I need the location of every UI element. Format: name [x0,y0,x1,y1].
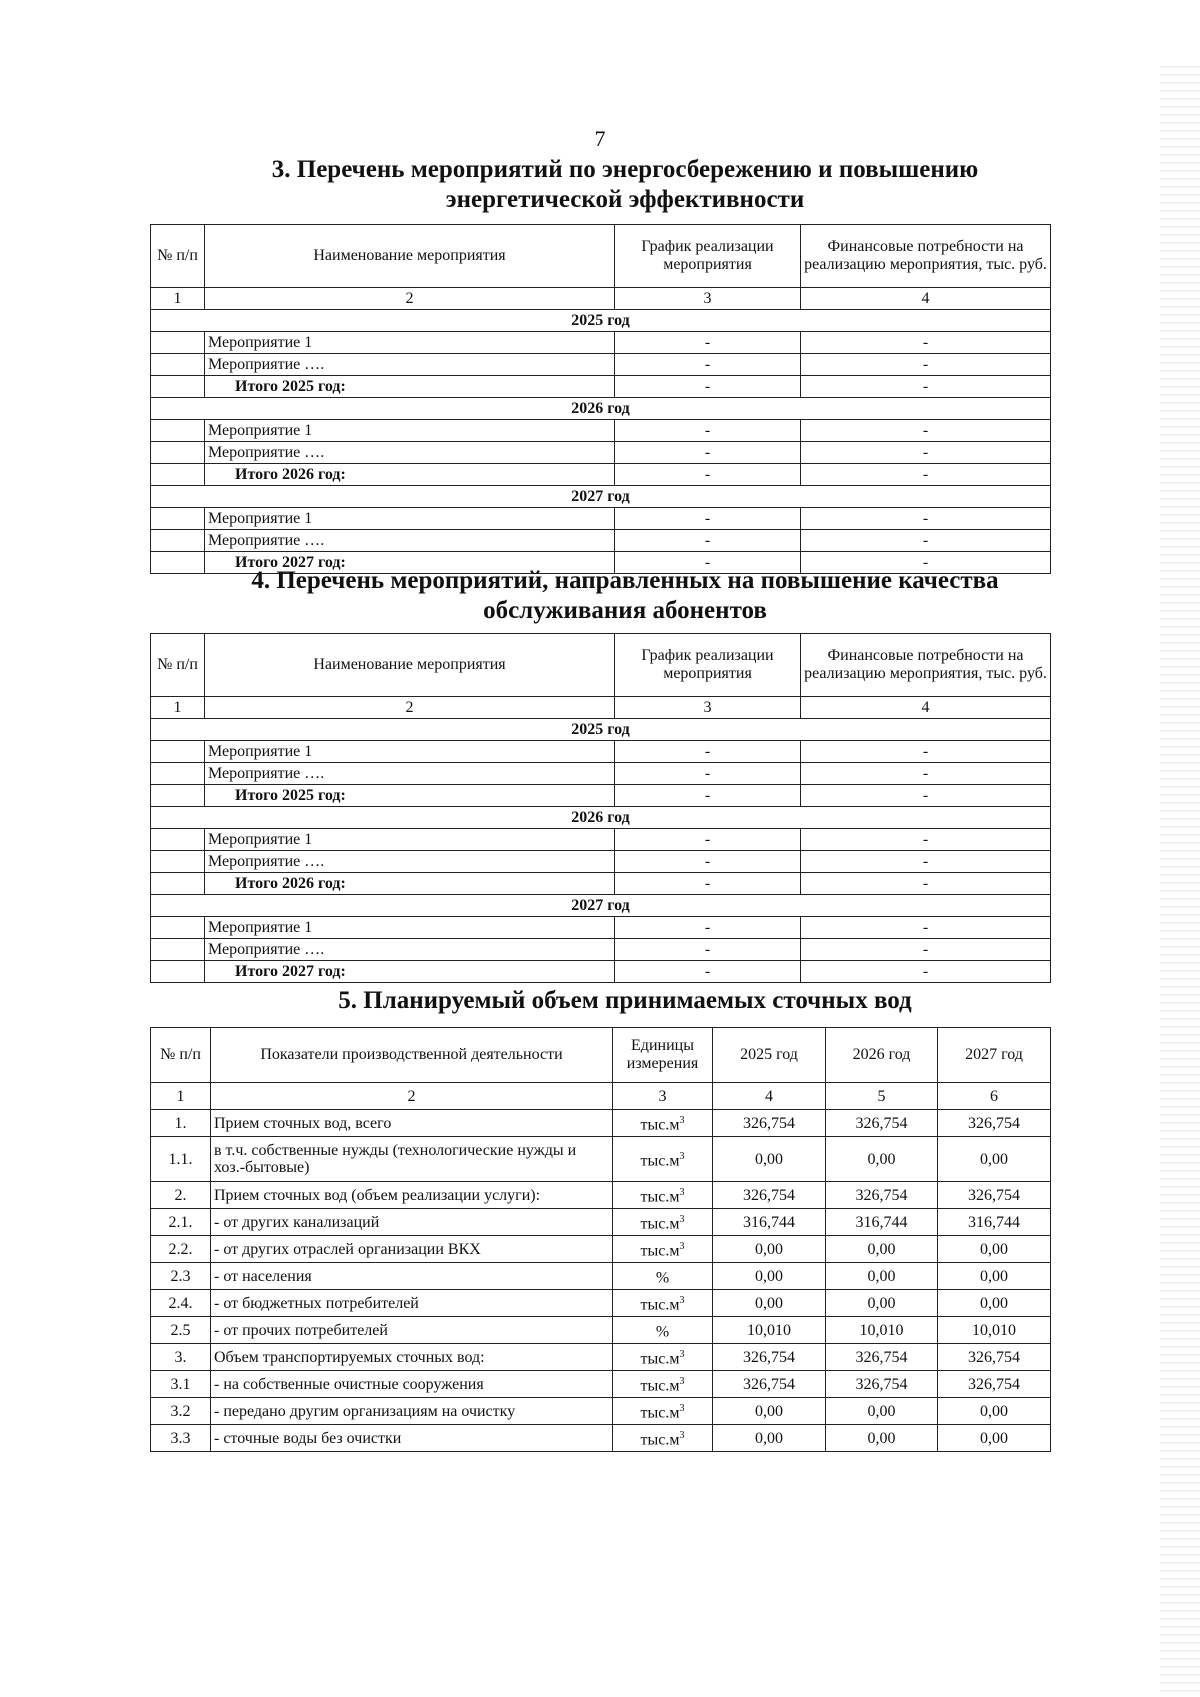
col-number: 4 [801,288,1051,310]
column-numbers-row [151,288,1051,310]
value-2026: 0,00 [826,1137,938,1182]
table-row [151,1290,1051,1317]
schedule-cell: - [615,332,801,354]
section-4-title-line1: 4. Перечень мероприятий, направленных на повышение качества [251,567,999,594]
unit-exponent: 3 [679,1187,685,1199]
year-row [151,807,1051,829]
col-number: 5 [826,1083,938,1110]
value-2026: 326,754 [826,1182,938,1209]
table-row [151,939,1051,961]
header-num: № п/п [151,1028,211,1083]
finance-cell: - [801,530,1051,552]
total-row [151,873,1051,895]
item-name: Мероприятие 1 [205,332,615,354]
col-number: 3 [613,1083,713,1110]
schedule-cell: - [615,873,801,895]
value-2026: 10,010 [826,1317,938,1344]
total-row [151,961,1051,983]
unit-cell [613,1371,713,1398]
finance-cell: - [801,508,1051,530]
col-number: 3 [615,288,801,310]
unit-cell [613,1398,713,1425]
indicator-name: Прием сточных вод (объем реализации услуги): [211,1182,613,1209]
schedule-cell: - [615,464,801,486]
schedule-cell: - [615,354,801,376]
row-num: 2.5 [151,1317,211,1344]
item-name: Мероприятие 1 [205,917,615,939]
unit-text: тыс.м [640,1431,680,1449]
item-name: Мероприятие …. [205,442,615,464]
value-2027: 326,754 [938,1182,1051,1209]
unit-exponent: 3 [679,1349,685,1361]
table-row [151,508,1051,530]
header-num: № п/п [151,634,205,697]
value-2025: 326,754 [713,1371,826,1398]
item-name: Мероприятие …. [205,763,615,785]
schedule-cell: - [615,851,801,873]
value-2026: 326,754 [826,1110,938,1137]
finance-cell: - [801,464,1051,486]
value-2026: 316,744 [826,1209,938,1236]
unit-cell [613,1317,713,1344]
table-header-row [151,1028,1051,1083]
value-2027: 0,00 [938,1290,1051,1317]
value-2026: 0,00 [826,1290,938,1317]
header-schedule: График реализации мероприятия [615,225,801,288]
indicator-name: - от населения [211,1263,613,1290]
col-number: 4 [801,697,1051,719]
total-label: Итого 2027 год: [205,552,615,574]
unit-text: тыс.м [640,1242,680,1260]
item-name: Мероприятие …. [205,851,615,873]
value-2027: 326,754 [938,1371,1051,1398]
row-num: 1. [151,1110,211,1137]
row-num: 2.4. [151,1290,211,1317]
finance-cell: - [801,741,1051,763]
unit-cell [613,1344,713,1371]
year-label: 2027 год [151,895,1051,917]
finance-cell: - [801,851,1051,873]
table-row [151,1263,1051,1290]
col-number: 1 [151,697,205,719]
item-name: Мероприятие …. [205,939,615,961]
row-num: 2.1. [151,1209,211,1236]
value-2025: 0,00 [713,1263,826,1290]
col-number: 3 [615,697,801,719]
page-number: 7 [594,126,606,151]
header-name: Наименование мероприятия [205,634,615,697]
unit-exponent: 3 [679,1295,685,1307]
item-name: Мероприятие 1 [205,741,615,763]
value-2026: 0,00 [826,1236,938,1263]
table-row [151,1137,1051,1182]
finance-cell: - [801,376,1051,398]
header-schedule: График реализации мероприятия [615,634,801,697]
row-num: 3.1 [151,1371,211,1398]
row-num: 2.2. [151,1236,211,1263]
total-label: Итого 2026 год: [205,464,615,486]
schedule-cell: - [615,420,801,442]
indicator-name: - передано другим организациям на очистку [211,1398,613,1425]
unit-cell [613,1137,713,1182]
year-label: 2025 год [151,310,1051,332]
item-name: Мероприятие 1 [205,829,615,851]
value-2025: 326,754 [713,1344,826,1371]
finance-cell: - [801,332,1051,354]
unit-text: % [655,1269,670,1287]
item-name: Мероприятие …. [205,354,615,376]
finance-cell: - [801,829,1051,851]
unit-cell [613,1236,713,1263]
finance-cell: - [801,420,1051,442]
indicator-name: в т.ч. собственные нужды (технологические нужды и хоз.-бытовые) [211,1137,613,1182]
value-2025: 0,00 [713,1236,826,1263]
table-row [151,851,1051,873]
schedule-cell: - [615,961,801,983]
schedule-cell: - [615,829,801,851]
section-4-title [150,566,1100,626]
value-2025: 0,00 [713,1290,826,1317]
finance-cell: - [801,354,1051,376]
table-row [151,829,1051,851]
indicator-name: - от бюджетных потребителей [211,1290,613,1317]
schedule-cell: - [615,763,801,785]
header-name: Наименование мероприятия [205,225,615,288]
col-number: 4 [713,1083,826,1110]
total-label: Итого 2027 год: [205,961,615,983]
section-5-title [150,986,1100,1016]
finance-cell: - [801,917,1051,939]
value-2025: 0,00 [713,1398,826,1425]
col-number: 6 [938,1083,1051,1110]
section-3-table [150,224,1051,574]
unit-exponent: 3 [679,1115,685,1127]
unit-exponent: 3 [679,1241,685,1253]
unit-text: тыс.м [640,1215,680,1233]
row-num: 1.1. [151,1137,211,1182]
value-2027: 0,00 [938,1425,1051,1452]
indicator-name: Прием сточных вод, всего [211,1110,613,1137]
table-row [151,1317,1051,1344]
finance-cell: - [801,763,1051,785]
total-label: Итого 2026 год: [205,873,615,895]
row-num: 3. [151,1344,211,1371]
row-num: 3.3 [151,1425,211,1452]
finance-cell: - [801,961,1051,983]
schedule-cell: - [615,508,801,530]
value-2025: 326,754 [713,1110,826,1137]
schedule-cell: - [615,785,801,807]
year-label: 2026 год [151,398,1051,420]
section-3-title [150,155,1100,215]
header-num: № п/п [151,225,205,288]
year-row [151,895,1051,917]
indicator-name: - на собственные очистные сооружения [211,1371,613,1398]
unit-exponent: 3 [679,1403,685,1415]
table-row [151,420,1051,442]
table-row [151,530,1051,552]
total-row [151,464,1051,486]
schedule-cell: - [615,917,801,939]
unit-text: тыс.м [640,1350,680,1368]
total-row [151,376,1051,398]
indicator-name: - от прочих потребителей [211,1317,613,1344]
value-2025: 316,744 [713,1209,826,1236]
table-header-row [151,634,1051,697]
value-2027: 0,00 [938,1398,1051,1425]
year-row [151,486,1051,508]
header-finance: Финансовые потребности на реализацию мероприятия, тыс. руб. [801,225,1051,288]
table-row [151,354,1051,376]
unit-cell [613,1290,713,1317]
table-row [151,1110,1051,1137]
value-2027: 10,010 [938,1317,1051,1344]
unit-cell [613,1263,713,1290]
col-number: 1 [151,288,205,310]
indicator-name: - от других канализаций [211,1209,613,1236]
value-2025: 326,754 [713,1182,826,1209]
header-year-2027: 2027 год [938,1028,1051,1083]
value-2027: 0,00 [938,1263,1051,1290]
schedule-cell: - [615,741,801,763]
header-year-2026: 2026 год [826,1028,938,1083]
value-2027: 326,754 [938,1344,1051,1371]
unit-exponent: 3 [679,1430,685,1442]
finance-cell: - [801,442,1051,464]
section-4-title-line2: обслуживания абонентов [483,597,767,624]
item-name: Мероприятие 1 [205,420,615,442]
finance-cell: - [801,873,1051,895]
table-row [151,1236,1051,1263]
row-num: 2.3 [151,1263,211,1290]
unit-text: тыс.м [640,1152,680,1170]
indicator-name: - от других отраслей организации ВКХ [211,1236,613,1263]
unit-cell [613,1110,713,1137]
table-row [151,442,1051,464]
table-row [151,1209,1051,1236]
col-number: 2 [211,1083,613,1110]
finance-cell: - [801,939,1051,961]
value-2027: 0,00 [938,1137,1051,1182]
unit-exponent: 3 [679,1214,685,1226]
year-label: 2026 год [151,807,1051,829]
value-2027: 0,00 [938,1236,1051,1263]
value-2026: 326,754 [826,1371,938,1398]
unit-text: тыс.м [640,1188,680,1206]
item-name: Мероприятие …. [205,530,615,552]
unit-text: % [655,1323,670,1341]
year-row [151,398,1051,420]
table-row [151,1182,1051,1209]
schedule-cell: - [615,939,801,961]
year-row [151,719,1051,741]
total-label: Итого 2025 год: [205,785,615,807]
table-row [151,763,1051,785]
year-row [151,310,1051,332]
value-2025: 10,010 [713,1317,826,1344]
unit-exponent: 3 [679,1151,685,1163]
column-numbers-row [151,1083,1051,1110]
section-5-table [150,1027,1051,1452]
item-name: Мероприятие 1 [205,508,615,530]
section-5-title-line: 5. Планируемый объем принимаемых сточных вод [338,987,912,1014]
table-row [151,1398,1051,1425]
schedule-cell: - [615,530,801,552]
section-4-table [150,633,1051,983]
row-num: 2. [151,1182,211,1209]
header-finance: Финансовые потребности на реализацию мероприятия, тыс. руб. [801,634,1051,697]
indicator-name: Объем транспортируемых сточных вод: [211,1344,613,1371]
table-row [151,917,1051,939]
value-2026: 0,00 [826,1398,938,1425]
column-numbers-row [151,697,1051,719]
table-row [151,741,1051,763]
year-label: 2025 год [151,719,1051,741]
section-3-title-line1: 3. Перечень мероприятий по энергосбережению и повышению [271,156,979,183]
value-2027: 326,754 [938,1110,1051,1137]
unit-exponent: 3 [679,1376,685,1388]
col-number: 2 [205,288,615,310]
section-3-title-line2: энергетической эффективности [445,186,805,213]
finance-cell: - [801,785,1051,807]
schedule-cell: - [615,376,801,398]
unit-cell [613,1182,713,1209]
value-2026: 0,00 [826,1425,938,1452]
finance-cell: - [801,552,1051,574]
schedule-cell: - [615,442,801,464]
total-row [151,785,1051,807]
unit-text: тыс.м [640,1296,680,1314]
year-label: 2027 год [151,486,1051,508]
table-header-row [151,225,1051,288]
scan-edge-artifact [1160,60,1200,1697]
col-number: 2 [205,697,615,719]
unit-cell [613,1425,713,1452]
schedule-cell: - [615,552,801,574]
header-year-2025: 2025 год [713,1028,826,1083]
total-label: Итого 2025 год: [205,376,615,398]
value-2025: 0,00 [713,1425,826,1452]
unit-text: тыс.м [640,1377,680,1395]
table-row [151,1425,1051,1452]
table-row [151,1344,1051,1371]
row-num: 3.2 [151,1398,211,1425]
table-row [151,332,1051,354]
unit-text: тыс.м [640,1116,680,1134]
value-2025: 0,00 [713,1137,826,1182]
table-row [151,1371,1051,1398]
unit-text: тыс.м [640,1404,680,1422]
value-2027: 316,744 [938,1209,1051,1236]
header-indicator: Показатели производственной деятельности [211,1028,613,1083]
value-2026: 0,00 [826,1263,938,1290]
unit-cell [613,1209,713,1236]
indicator-name: - сточные воды без очистки [211,1425,613,1452]
value-2026: 326,754 [826,1344,938,1371]
col-number: 1 [151,1083,211,1110]
header-unit: Единицы измерения [613,1028,713,1083]
